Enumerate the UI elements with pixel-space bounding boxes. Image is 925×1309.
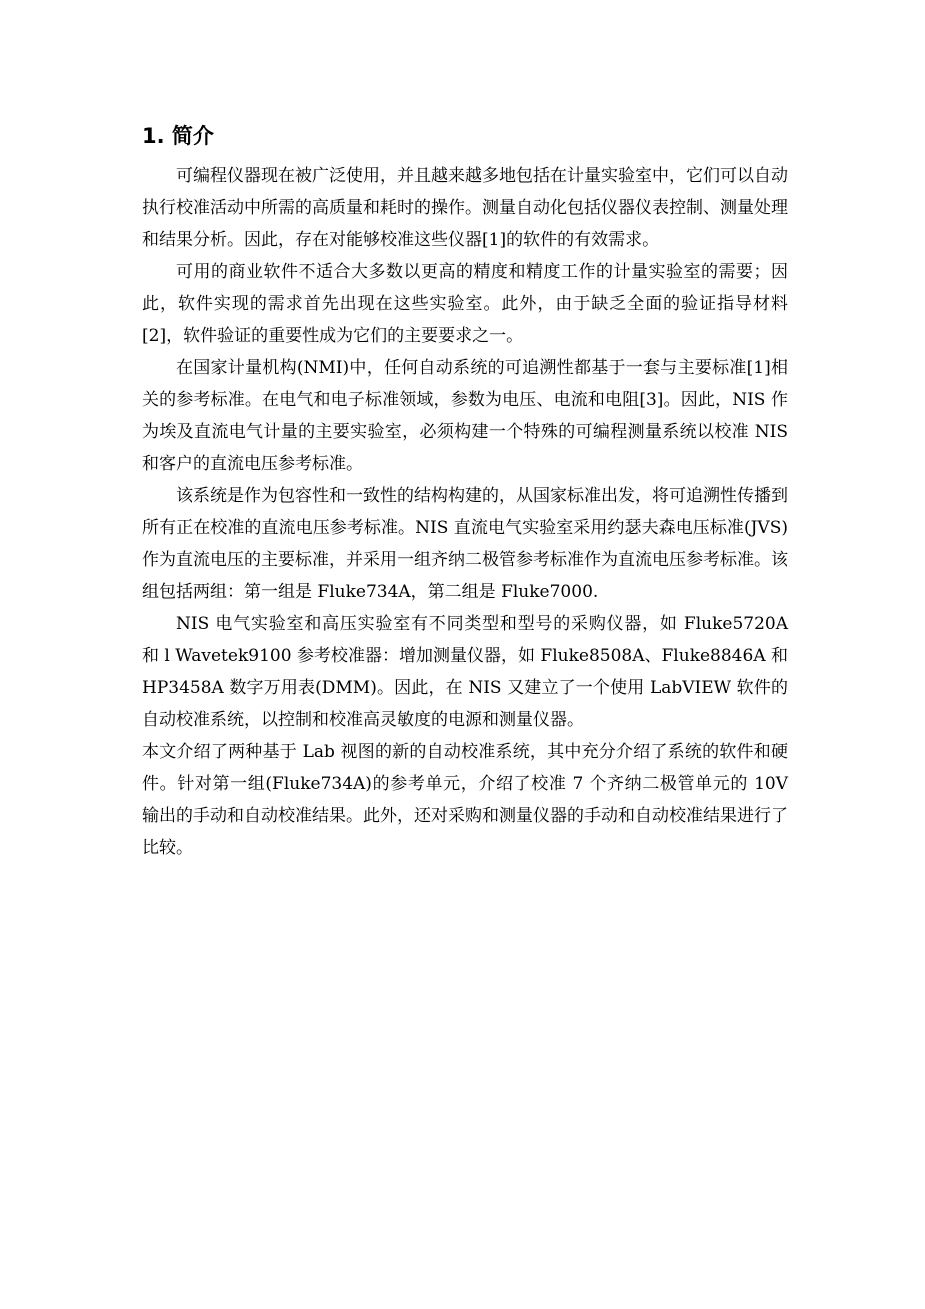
paragraph-commercial-software: 可用的商业软件不适合大多数以更高的精度和精度工作的计量实验室的需要；因此，软件实现的需求首先出现在这些实验室。此外，由于缺乏全面的验证指导材料[2]，软件验证的重要性成为它们的主要要求之一。 bbox=[142, 262, 788, 346]
paragraph-instruments: NIS 电气实验室和高压实验室有不同类型和型号的采购仪器，如 Fluke5720A 和 l Wavetek9100 参考校准器：增加测量仪器，如 Fluke8508A、Fluke8846A 和 HP3458A 数字万用表(DMM)。因此，在 NIS 又建立了一个使用 LabVIEW 软件的自动校准系统，以控制和校准高灵敏度的电源和测量仪器。 bbox=[142, 614, 788, 730]
paragraph-traceability: 在国家计量机构(NMI)中，任何自动系统的可追溯性都基于一套与主要标准[1]相关的参考标准。在电气和电子标准领域，参数为电压、电流和电阻[3]。因此，NIS 作为埃及直流电气计量的主要实验室，必须构建一个特殊的可编程测量系统以校准 NIS 和客户的直流电压参考标准。 bbox=[142, 358, 788, 474]
paragraph-system-structure: 该系统是作为包容性和一致性的结构构建的，从国家标准出发，将可追溯性传播到所有正在校准的直流电压参考标准。NIS 直流电气实验室采用约瑟夫森电压标准(JVS)作为直流电压的主要标准，并采用一组齐纳二极管参考标准作为直流电压参考标准。该组包括两组：第一组是 Fluke734A，第二组是 Fluke7000. bbox=[142, 486, 788, 602]
document-body bbox=[142, 120, 788, 864]
paragraph-paper-overview: 本文介绍了两种基于 Lab 视图的新的自动校准系统，其中充分介绍了系统的软件和硬件。针对第一组(Fluke734A)的参考单元，介绍了校准 7 个齐纳二极管单元的 10V 输出的手动和自动校准结果。此外，还对采购和测量仪器的手动和自动校准结果进行了比较。 bbox=[142, 742, 788, 858]
paragraph-introduction: 可编程仪器现在被广泛使用，并且越来越多地包括在计量实验室中，它们可以自动执行校准活动中所需的高质量和耗时的操作。测量自动化包括仪器仪表控制、测量处理和结果分析。因此，存在对能够校准这些仪器[1]的软件的有效需求。 bbox=[142, 166, 788, 250]
section-heading: 1. 简介 bbox=[142, 124, 214, 148]
